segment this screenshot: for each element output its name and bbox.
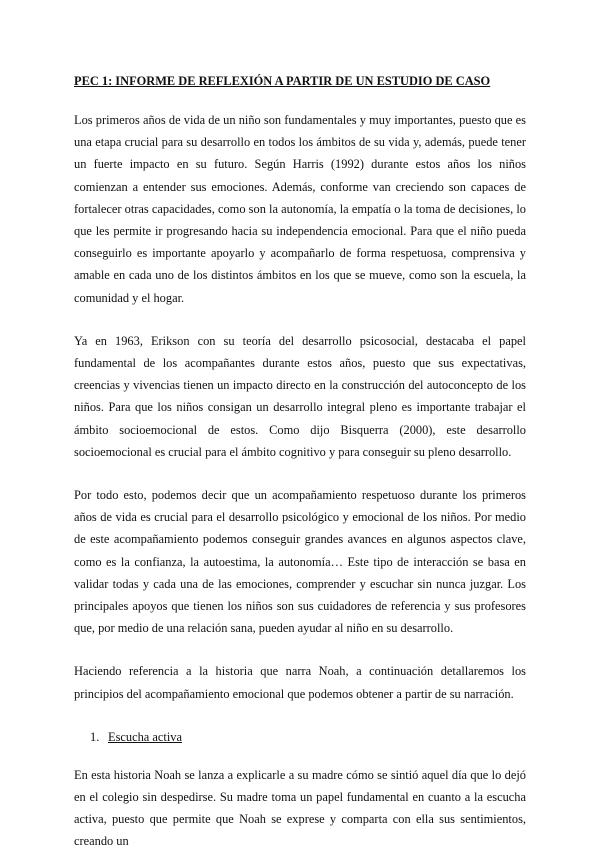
list-item <box>74 726 526 748</box>
document-body <box>74 72 526 853</box>
document-title: PEC 1: INFORME DE REFLEXIÓN A PARTIR DE UN ESTUDIO DE CASO <box>74 74 491 88</box>
paragraph-intro: Los primeros años de vida de un niño son fundamentales y muy importantes, puesto que es una etapa crucial para su desarrollo en todos los ámbitos de su vida y, además, puede tener un fuerte impacto en su futuro. Según Harris (1992) durante estos años los niños comienzan a entender sus emociones. Además, conforme van creciendo son capaces de fortalecer otras capacidades, como son la autonomía, la empatía o la toma de decisiones, lo que les permite ir progresando hacia su independencia emocional. Para que el niño pueda conseguirlo es importante apoyarlo y acompañarlo de forma respetuosa, comprensiva y amable en cada uno de los distintos ámbitos en los que se mueve, como son la escuela, la comunidad y el hogar. <box>74 113 526 305</box>
paragraph-erikson: Ya en 1963, Erikson con su teoría del desarrollo psicosocial, destacaba el papel fundamental de los acompañantes durante estos años, puesto que sus expectativas, creencias y vivencias tienen un impacto directo en la construcción del autoconcepto de los niños. Para que los niños consigan un desarrollo integral pleno es importante trabajar el ámbito socioemocional de estos. Como dijo Bisquerra (2000), este desarrollo socioemocional es crucial para el ámbito cognitivo y para conseguir su pleno desarrollo. <box>74 333 526 459</box>
list-item-label: Escucha activa <box>108 729 182 744</box>
principles-list <box>74 726 526 748</box>
list-item-number: 1. <box>90 729 100 744</box>
paragraph-acompanamiento: Por todo esto, podemos decir que un acompañamiento respetuoso durante los primeros años de vida es crucial para el desarrollo psicológico y emocional de los niños. Por medio de este acompañamiento podemos conseguir grandes avances en algunos aspectos clave, como es la confianza, la autoestima, la autonomía… Este tipo de interacción se basa en validar todas y cada una de las emociones, comprender y escuchar sin nunca juzgar. Los principales apoyos que tienen los niños son sus cuidadores de referencia y sus profesores que, por medio de una relación sana, pueden ayudar al niño en su desarrollo. <box>74 488 526 636</box>
paragraph-noah-intro: Haciendo referencia a la historia que narra Noah, a continuación detallaremos los principios del acompañamiento emocional que podemos obtener a partir de su narración. <box>74 664 526 701</box>
paragraph-escucha-activa: En esta historia Noah se lanza a explicarle a su madre cómo se sintió aquel día que lo dejó en el colegio sin despedirse. Su madre toma un papel fundamental en cuanto a la escucha activa, puesto que permite que Noah se exprese y comparta con ella sus sentimientos, creando un <box>74 767 526 849</box>
